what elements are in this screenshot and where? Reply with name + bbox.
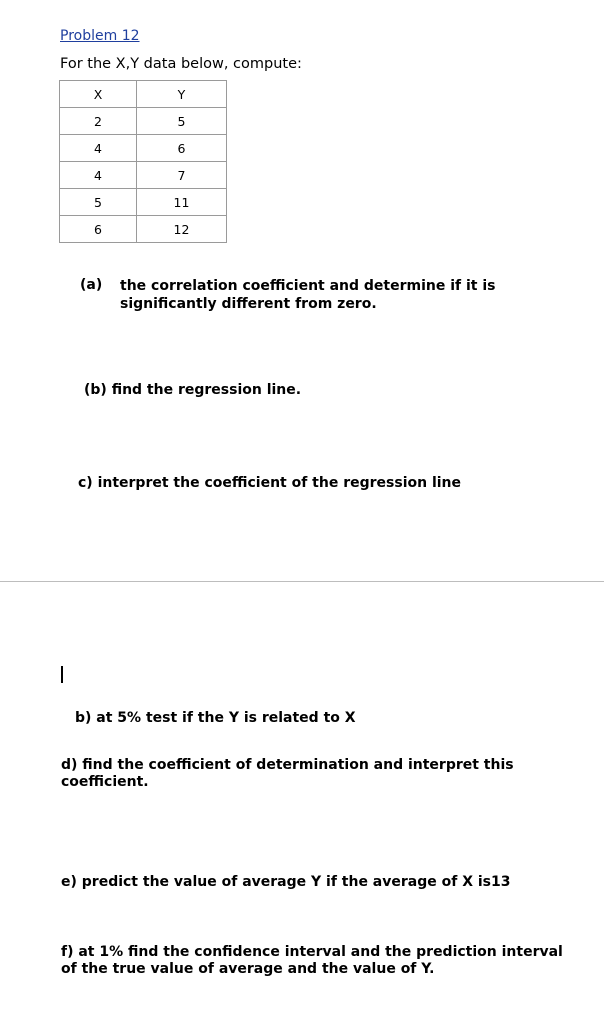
table-row (60, 189, 227, 216)
y-value: 7 (137, 162, 227, 189)
y-value: 12 (137, 216, 227, 243)
x-value: 4 (60, 135, 137, 162)
xy-data-table (59, 80, 227, 243)
question-a-text: the correlation coefficient and determine if it is significantly different from zero. (120, 278, 496, 312)
table-row (60, 162, 227, 189)
question-d-determination: d) find the coefficient of determination and interpret this coefficient. (61, 757, 514, 790)
question-f-intervals: f) at 1% find the confidence interval and the prediction interval of the true value of average and the value of Y. (61, 944, 563, 977)
question-c-interpret-coefficient: c) interpret the coefficient of the regression line (78, 475, 462, 491)
question-e-prediction: e) predict the value of average Y if the average of X is13 (61, 874, 511, 890)
question-b-hypothesis-test: b) at 5% test if the Y is related to X (75, 710, 356, 726)
x-value: 6 (60, 216, 137, 243)
x-value: 4 (60, 162, 137, 189)
text-cursor (61, 666, 63, 683)
section-divider (0, 581, 604, 582)
table-row (60, 216, 227, 243)
y-value: 6 (137, 135, 227, 162)
y-value: 11 (137, 189, 227, 216)
x-value: 5 (60, 189, 137, 216)
table-header-row (60, 81, 227, 108)
problem-intro: For the X,Y data below, compute: (60, 56, 302, 72)
question-b-regression-line: (b) find the regression line. (84, 382, 302, 398)
x-value: 2 (60, 108, 137, 135)
y-value: 5 (137, 108, 227, 135)
problem-title-link[interactable]: Problem 12 (60, 28, 140, 44)
column-header-y: Y (137, 81, 227, 108)
table-row (60, 108, 227, 135)
question-a-label: (a) (80, 277, 103, 293)
column-header-x: X (60, 81, 137, 108)
table-row (60, 135, 227, 162)
